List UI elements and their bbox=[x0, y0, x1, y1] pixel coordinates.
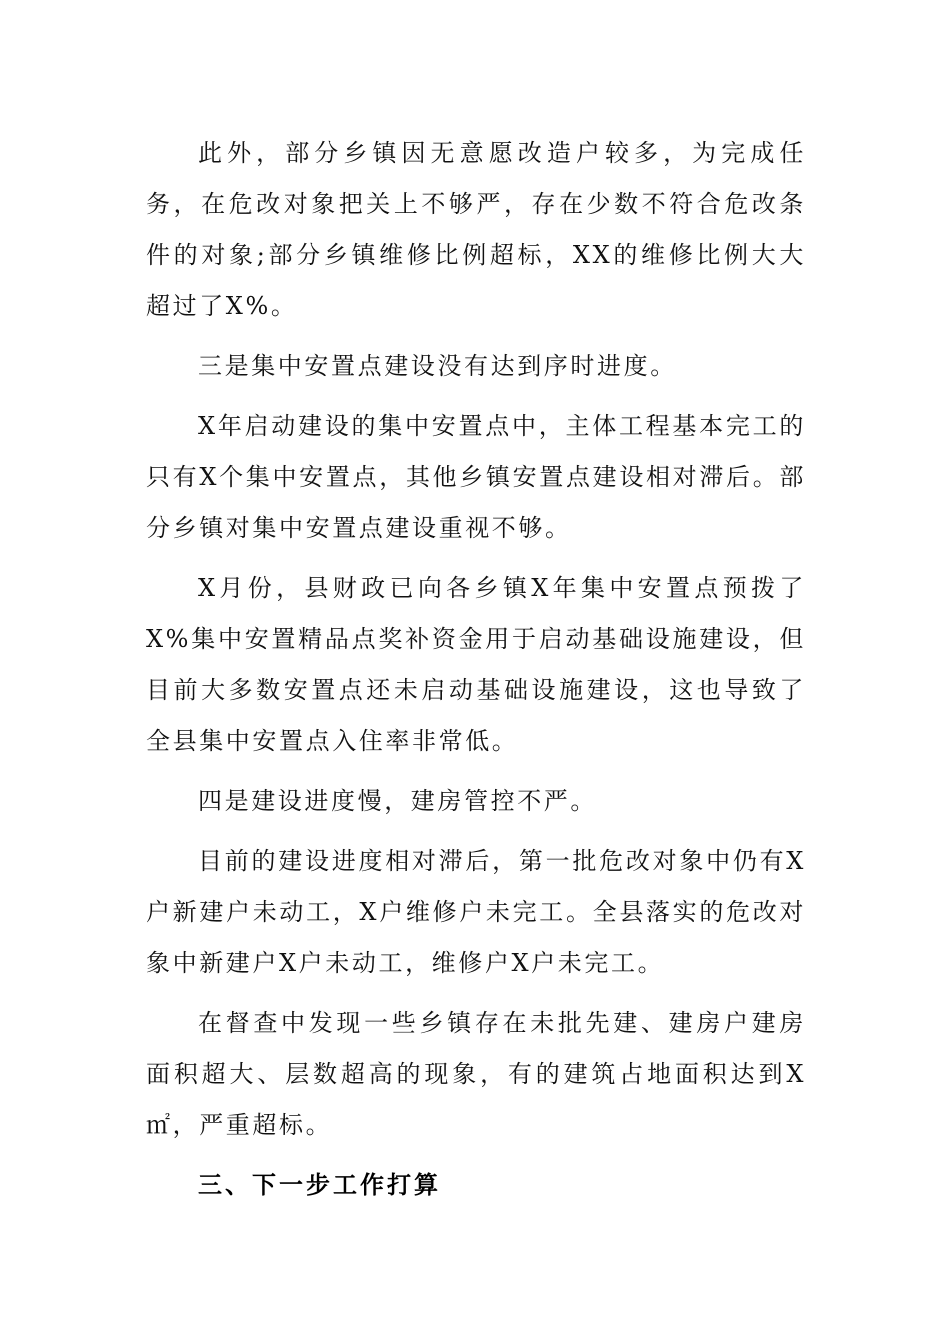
paragraph-point-four: 四是建设进度慢，建房管控不严。 bbox=[198, 787, 597, 815]
document-body bbox=[146, 128, 806, 1211]
paragraph-inspection-findings: 在督查中发现一些乡镇存在未批先建、建房户建房面积超大、层数超高的现象，有的建筑占地面积达到X㎡，严重超标。 bbox=[146, 1009, 806, 1139]
paragraph-noncompliant-targets: 此外，部分乡镇因无意愿改造户较多，为完成任务，在危改对象把关上不够严，存在少数不符合危改条件的对象;部分乡镇维修比例超标，XX的维修比例大大超过了X%。 bbox=[146, 139, 806, 320]
section-heading-next-steps: 三、下一步工作打算 bbox=[198, 1171, 441, 1199]
paragraph-funding-allocation: X月份，县财政已向各乡镇X年集中安置点预拨了X%集中安置精品点奖补资金用于启动基础设施建设，但目前大多数安置点还未启动基础设施建设，这也导致了全县集中安置点入住率非常低。 bbox=[146, 574, 806, 755]
paragraph-resettlement-progress: X年启动建设的集中安置点中，主体工程基本完工的只有X个集中安置点，其他乡镇安置点建设相对滞后。部分乡镇对集中安置点建设重视不够。 bbox=[146, 412, 806, 542]
paragraph-point-three: 三是集中安置点建设没有达到序时进度。 bbox=[198, 352, 677, 380]
paragraph-construction-progress: 目前的建设进度相对滞后，第一批危改对象中仍有X户新建户未动工，X户维修户未完工。全县落实的危改对象中新建户X户未动工，维修户X户未完工。 bbox=[146, 847, 806, 977]
